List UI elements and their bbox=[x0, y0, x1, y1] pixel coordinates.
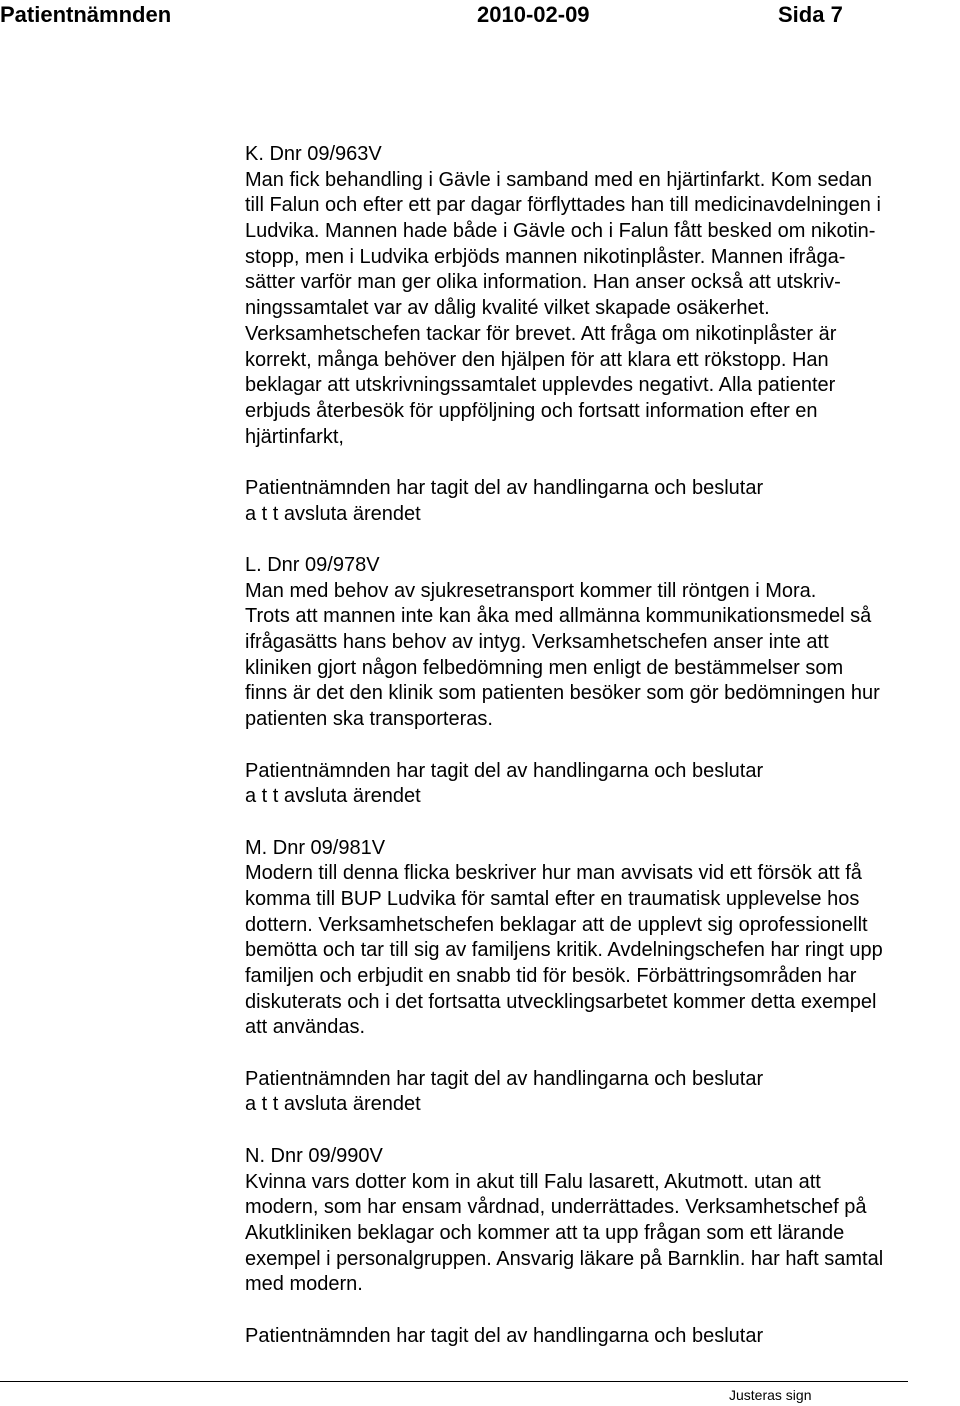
case-text-line: korrekt, många behöver den hjälpen för att klara ett rökstopp. Han bbox=[245, 348, 829, 371]
case-text-line: Modern till denna flicka beskriver hur man avvisats vid ett försök att få bbox=[245, 862, 862, 885]
case-heading: N. Dnr 09/990V bbox=[245, 1144, 383, 1167]
case-text-line: med modern. bbox=[245, 1273, 363, 1296]
decision-line: Patientnämnden har tagit del av handlingarna och beslutar bbox=[245, 1324, 764, 1347]
header-page-number: Sida 7 bbox=[778, 2, 843, 27]
case-text-line: Man fick behandling i Gävle i samband med en hjärtinfarkt. Kom sedan bbox=[245, 168, 873, 191]
case-text-line: dottern. Verksamhetschefen beklagar att de upplevt sig oprofessionellt bbox=[245, 913, 868, 936]
spacer bbox=[245, 1298, 960, 1324]
case-text-line: erbjuds återbesök för uppföljning och fortsatt information efter en bbox=[245, 399, 818, 422]
case-text-line: Verksamhetschefen tackar för brevet. Att fråga om nikotinplåster är bbox=[245, 322, 837, 345]
case-text-line: Man med behov av sjukresetransport kommer till röntgen i Mora. bbox=[245, 579, 817, 602]
case-text-line: Trots att mannen inte kan åka med allmänna kommunikationsmedel så bbox=[245, 605, 872, 628]
case-block bbox=[245, 836, 960, 1144]
case-text-line: bemötta och tar till sig av familjens kritik. Avdelningschefen har ringt upp bbox=[245, 939, 883, 962]
case-text-line: att användas. bbox=[245, 1016, 366, 1039]
case-text-line: ifrågasätts hans behov av intyg. Verksamhetschefen anser inte att bbox=[245, 631, 829, 654]
case-text-line: stopp, men i Ludvika erbjöds mannen nikotinplåster. Mannen ifråga- bbox=[245, 245, 846, 268]
header-date: 2010-02-09 bbox=[477, 2, 590, 27]
case-text-line: beklagar att utskrivningssamtalet upplevdes negativt. Alla patienter bbox=[245, 374, 836, 397]
case-text-line: Akutkliniken beklagar och kommer att ta upp frågan som ett lärande bbox=[245, 1221, 845, 1244]
header-title: Patientnämnden bbox=[0, 2, 172, 27]
case-text-line: familjen och erbjudit en snabb tid för besök. Förbättringsområden har bbox=[245, 965, 857, 987]
case-text-line: komma till BUP Ludvika för samtal efter en traumatisk upplevelse hos bbox=[245, 887, 860, 910]
decision-line: Patientnämnden har tagit del av handlingarna och beslutar bbox=[245, 1067, 764, 1090]
case-text-line: patienten ska transporteras. bbox=[245, 708, 493, 731]
decision-line: a t t avsluta ärendet bbox=[245, 785, 421, 808]
case-text-line: modern, som har ensam vårdnad, underrättades. Verksamhetschef på bbox=[245, 1196, 867, 1219]
page-header bbox=[0, 2, 960, 28]
case-heading: K. Dnr 09/963V bbox=[245, 143, 382, 165]
case-text-line: finns är det den klinik som patienten besöker som gör bedömningen hur bbox=[245, 682, 880, 705]
decision-line: a t t avsluta ärendet bbox=[245, 502, 421, 525]
spacer bbox=[245, 1118, 960, 1144]
case-text-line: Ludvika. Mannen hade både i Gävle och i Falun fått besked om nikotin- bbox=[245, 220, 876, 243]
spacer bbox=[245, 527, 960, 553]
case-heading: M. Dnr 09/981V bbox=[245, 836, 386, 859]
document-body bbox=[245, 142, 960, 1349]
decision-line: Patientnämnden har tagit del av handlingarna och beslutar bbox=[245, 476, 764, 499]
spacer bbox=[245, 810, 960, 836]
case-text-line: kliniken gjort någon felbedömning men enligt de bestämmelser som bbox=[245, 656, 844, 679]
case-text-line: sätter varför man ger olika information. Han anser också att utskriv- bbox=[245, 271, 841, 294]
case-text-line: till Falun och efter ett par dagar förflyttades han till medicinavdelningen i bbox=[245, 194, 881, 217]
case-text-line: diskuterats och i det fortsatta utvecklingsarbetet kommer detta exempel bbox=[245, 990, 877, 1013]
spacer bbox=[245, 450, 960, 476]
spacer bbox=[245, 733, 960, 759]
decision-line: a t t avsluta ärendet bbox=[245, 1093, 421, 1116]
case-block bbox=[245, 142, 960, 553]
decision-line: Patientnämnden har tagit del av handlingarna och beslutar bbox=[245, 759, 764, 782]
case-text-line: hjärtinfarkt, bbox=[245, 425, 344, 448]
case-text-line: exempel i personalgruppen. Ansvarig läkare på Barnklin. har haft samtal bbox=[245, 1247, 884, 1270]
case-heading: L. Dnr 09/978V bbox=[245, 554, 380, 576]
case-block bbox=[245, 553, 960, 836]
case-text-line: Kvinna vars dotter kom in akut till Falu lasarett, Akutmott. utan att bbox=[245, 1170, 821, 1193]
case-text-line: ningssamtalet var av dålig kvalité vilket skapade osäkerhet. bbox=[245, 297, 770, 320]
signature-line bbox=[0, 1381, 908, 1382]
spacer bbox=[245, 1041, 960, 1067]
signature-label: Justeras sign bbox=[729, 1387, 812, 1403]
case-block bbox=[245, 1144, 960, 1350]
